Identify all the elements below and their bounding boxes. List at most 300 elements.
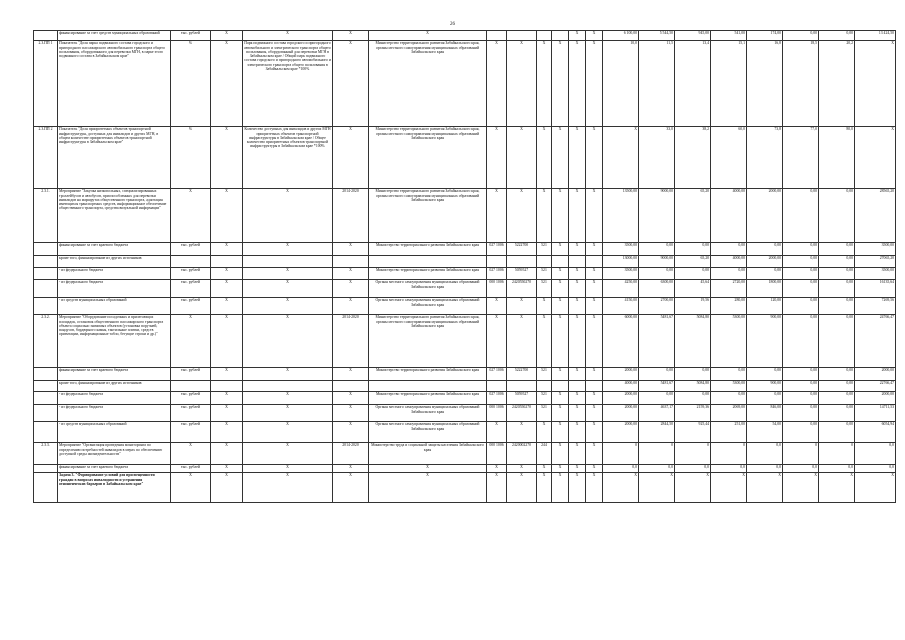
table-cell: 521: [537, 405, 552, 422]
table-cell: [569, 256, 586, 268]
table-cell: 0,00: [783, 189, 819, 243]
table-cell: [333, 381, 369, 392]
table-cell: 2720,00: [711, 280, 747, 298]
table-cell: Х: [569, 443, 586, 465]
table-cell: 541,00: [711, 31, 747, 41]
table-cell: Х: [552, 298, 569, 315]
table-cell: [34, 280, 58, 298]
table-cell: Х: [243, 443, 333, 465]
table-cell: 0,00: [783, 368, 819, 381]
table-cell: Х: [552, 443, 569, 465]
table-cell: [34, 298, 58, 315]
table-cell: Х: [552, 41, 569, 127]
table-row: [34, 315, 896, 368]
table-cell: 2000,00: [603, 405, 639, 422]
table-cell: 73,8: [747, 127, 783, 189]
table-cell: Министерство территориального развития Забайкальского края: [369, 268, 487, 280]
table-cell: 3500,00: [855, 268, 896, 280]
table-cell: Х: [211, 443, 243, 465]
table-cell: 3500,00: [603, 243, 639, 256]
table-cell: 5059527: [507, 392, 537, 405]
table-cell: Х: [569, 243, 586, 256]
table-cell: [333, 256, 369, 268]
table-cell: финансирование за счет краевого бюджета: [58, 368, 171, 381]
table-cell: Х: [569, 392, 586, 405]
table-cell: 0,00: [747, 368, 783, 381]
table-cell: [586, 256, 603, 268]
table-cell: Х: [211, 473, 243, 503]
table-cell: Х: [552, 465, 569, 473]
table-cell: - из средств муниципальных образований: [58, 298, 171, 315]
table-cell: Х: [171, 315, 211, 368]
table-cell: 2014-2020: [333, 443, 369, 465]
table-cell: 521: [537, 368, 552, 381]
table-cell: Показатель "Доля парка подвижного состава городского и пригородного пассажирского автомобильного транспорта общего пользования, оборудованного для перевозки МГН, в парке этого подвижного состава в Забайкальском крае": [58, 41, 171, 127]
table-cell: 0,00: [819, 315, 855, 368]
table-cell: Х: [333, 298, 369, 315]
table-cell: Х: [333, 473, 369, 503]
table-cell: 244: [537, 443, 552, 465]
table-cell: 0,00: [819, 256, 855, 268]
table-cell: [34, 381, 58, 392]
table-cell: 10,0: [603, 41, 639, 127]
table-cell: 0: [711, 443, 747, 465]
table-cell: 0,0: [747, 465, 783, 473]
table-cell: Х: [569, 473, 586, 503]
table-cell: 000 1006: [487, 443, 507, 465]
table-row: [34, 41, 896, 127]
table-cell: 15,1: [711, 41, 747, 127]
table-cell: 0,00: [819, 381, 855, 392]
table-cell: Х: [333, 392, 369, 405]
table-cell: Х: [569, 368, 586, 381]
table-cell: Х: [537, 189, 552, 243]
table-cell: Х: [243, 189, 333, 243]
table-cell: Х: [639, 473, 675, 503]
table-cell: Органы местного самоуправления муниципальных образований Забайкальского края: [369, 298, 487, 315]
table-cell: 0,00: [675, 268, 711, 280]
table-cell: Х: [243, 473, 333, 503]
table-cell: Х: [783, 473, 819, 503]
table-cell: [369, 256, 487, 268]
table-cell: 0,00: [783, 381, 819, 392]
table-cell: [369, 381, 487, 392]
table-cell: 2000,00: [855, 368, 896, 381]
table-cell: Х: [586, 127, 603, 189]
table-cell: - из федерального бюджета: [58, 405, 171, 422]
table-cell: Парк подвижного состава городского и пригородного автомобильного и электрического транспорта общего пользования, оборудованный для перевозки МГН в Забайкальском крае / Общий парк подвижного состава городского и пригородного автомобильного и электрического транспорта общего пользования в Забайкальском крае *100%: [243, 41, 333, 127]
table-cell: Х: [569, 315, 586, 368]
table-cell: тыс. рублей: [171, 392, 211, 405]
table-cell: тыс. рублей: [171, 405, 211, 422]
table-cell: %: [171, 41, 211, 127]
table-cell: 0,00: [819, 268, 855, 280]
table-cell: 9000,00: [639, 189, 675, 243]
table-cell: [34, 405, 58, 422]
table-cell: 0,00: [819, 280, 855, 298]
table-cell: 174,00: [747, 31, 783, 41]
table-cell: 2000,00: [747, 189, 783, 243]
table-cell: 5059527: [507, 268, 537, 280]
table-cell: 2700,00: [639, 298, 675, 315]
table-cell: Х: [586, 280, 603, 298]
table-cell: [34, 465, 58, 473]
table-cell: 0,00: [747, 243, 783, 256]
table-cell: Х: [507, 298, 537, 315]
table-cell: Х: [333, 243, 369, 256]
table-cell: Х: [537, 473, 552, 503]
table-cell: 521: [537, 268, 552, 280]
table-cell: 0: [783, 443, 819, 465]
table-cell: 0,00: [783, 315, 819, 368]
table-row: [34, 298, 896, 315]
table-row: [34, 443, 896, 465]
program-table: [33, 30, 896, 503]
table-cell: 0,00: [783, 422, 819, 443]
table-cell: 0,00: [819, 405, 855, 422]
table-cell: 0,00: [711, 268, 747, 280]
table-cell: Х: [211, 405, 243, 422]
table-cell: 65,20: [675, 256, 711, 268]
table-cell: Х: [552, 280, 569, 298]
table-cell: 251,00: [711, 422, 747, 443]
table-row: [34, 473, 896, 503]
table-cell: 2.3.1.: [34, 189, 58, 243]
table-cell: 0,00: [711, 243, 747, 256]
table-cell: Х: [487, 315, 507, 368]
table-cell: 0,00: [819, 189, 855, 243]
table-cell: 4250,00: [603, 280, 639, 298]
table-cell: 0,00: [783, 256, 819, 268]
table-cell: Х: [211, 315, 243, 368]
table-cell: Органы местного самоуправления муниципальных образований Забайкальского края: [369, 422, 487, 443]
table-cell: Х: [552, 392, 569, 405]
table-cell: 2.3.2.: [34, 315, 58, 368]
table-cell: 28565,20: [855, 189, 896, 243]
table-cell: - из средств муниципальных образований: [58, 422, 171, 443]
table-cell: Х: [211, 41, 243, 127]
table-cell: 5084,80: [675, 381, 711, 392]
table-cell: Х: [243, 422, 333, 443]
table-cell: Х: [243, 31, 333, 41]
table-cell: 2000,00: [603, 392, 639, 405]
table-cell: Х: [586, 473, 603, 503]
table-cell: Х: [586, 243, 603, 256]
table-cell: 0,00: [747, 392, 783, 405]
table-row: [34, 422, 896, 443]
table-cell: Х: [243, 368, 333, 381]
table-cell: Х: [569, 189, 586, 243]
table-row: [34, 256, 896, 268]
table-cell: [552, 256, 569, 268]
table-cell: 77,0: [783, 127, 819, 189]
table-cell: Х: [333, 422, 369, 443]
table-row: [34, 31, 896, 41]
table-cell: Х: [552, 473, 569, 503]
table-cell: 45,64: [675, 280, 711, 298]
table-cell: 027 1006: [487, 368, 507, 381]
table-cell: 945,00: [675, 31, 711, 41]
table-cell: 0,00: [639, 268, 675, 280]
table-cell: Задача 3. "Формирование условий для просвещенности граждан в вопросах инвалидности и устранения отношенческих барьеров в Забайкальском крае": [58, 473, 171, 503]
table-cell: Х: [487, 189, 507, 243]
table-cell: 2420550270: [507, 405, 537, 422]
table-cell: 0,0: [855, 443, 896, 465]
table-cell: Х: [211, 465, 243, 473]
table-cell: Х: [333, 268, 369, 280]
table-cell: Х: [243, 280, 333, 298]
table-cell: 3500,00: [855, 243, 896, 256]
table-cell: 2000,00: [603, 422, 639, 443]
table-cell: Х: [507, 41, 537, 127]
table-cell: Х: [569, 31, 586, 41]
table-cell: Х: [487, 465, 507, 473]
table-cell: 0,00: [639, 392, 675, 405]
table-cell: 2014-2020: [333, 189, 369, 243]
table-cell: [243, 256, 333, 268]
table-cell: 6300,00: [639, 280, 675, 298]
table-cell: 846,00: [747, 405, 783, 422]
table-cell: 0,00: [819, 422, 855, 443]
table-row: [34, 189, 896, 243]
table-cell: Органы местного самоуправления муниципальных образований Забайкальского края: [369, 280, 487, 298]
table-cell: [552, 31, 569, 41]
table-cell: [34, 368, 58, 381]
table-cell: [211, 381, 243, 392]
table-cell: Х: [507, 189, 537, 243]
table-cell: Х: [243, 315, 333, 368]
table-cell: тыс. рублей: [171, 268, 211, 280]
table-cell: Х: [537, 298, 552, 315]
table-cell: [487, 31, 507, 41]
table-cell: Х: [487, 127, 507, 189]
table-cell: [34, 243, 58, 256]
table-cell: 7269,56: [855, 298, 896, 315]
table-cell: 5300,00: [711, 381, 747, 392]
table-cell: Х: [211, 280, 243, 298]
table-cell: [586, 381, 603, 392]
table-cell: 0,0: [855, 465, 896, 473]
table-cell: [507, 31, 537, 41]
table-cell: 000 1006: [487, 405, 507, 422]
table-cell: кроме того, финансирование из других источников:: [58, 381, 171, 392]
table-cell: 0: [603, 443, 639, 465]
table-cell: [487, 381, 507, 392]
table-cell: 2159,36: [675, 405, 711, 422]
table-cell: 2.3.3.: [34, 443, 58, 465]
table-cell: Х: [552, 268, 569, 280]
table-cell: [171, 381, 211, 392]
table-cell: Х: [586, 31, 603, 41]
table-cell: 4000,00: [711, 189, 747, 243]
table-cell: 4150,00: [603, 298, 639, 315]
table-cell: 0,0: [747, 443, 783, 465]
table-cell: [211, 256, 243, 268]
table-cell: 900,00: [747, 381, 783, 392]
table-row: [34, 465, 896, 473]
table-cell: Х: [171, 473, 211, 503]
table-cell: 5222700: [507, 243, 537, 256]
table-cell: 4000,00: [711, 256, 747, 268]
table-cell: Х: [211, 268, 243, 280]
table-cell: Х: [569, 405, 586, 422]
table-cell: 925,44: [675, 422, 711, 443]
table-cell: 2.3.ПП 2: [34, 127, 58, 189]
table-cell: 0,00: [711, 392, 747, 405]
table-cell: 16135,64: [855, 280, 896, 298]
table-cell: 13500,00: [603, 189, 639, 243]
table-cell: Мероприятие "Организация проведения мониторинга по определению потребностей инвалидов в мерах по обеспечению доступной среды жизнедеятельности": [58, 443, 171, 465]
table-cell: [569, 381, 586, 392]
table-cell: 54,00: [747, 422, 783, 443]
table-cell: Х: [369, 465, 487, 473]
table-cell: Х: [507, 127, 537, 189]
table-cell: Х: [569, 298, 586, 315]
table-cell: 3500,00: [603, 268, 639, 280]
table-cell: 19,56: [675, 298, 711, 315]
table-cell: 0,00: [819, 298, 855, 315]
table-cell: Х: [747, 473, 783, 503]
table-cell: 0,00: [639, 368, 675, 381]
table-cell: Х: [586, 41, 603, 127]
table-cell: 2420550270: [507, 280, 537, 298]
table-cell: Министерство территориального развития Забайкальского края, органы местного самоуправления муниципальных образований Забайкальского края: [369, 315, 487, 368]
table-cell: Органы местного самоуправления муниципальных образований Забайкальского края: [369, 405, 487, 422]
table-cell: 0,00: [783, 280, 819, 298]
table-cell: 0,00: [675, 368, 711, 381]
table-cell: [34, 392, 58, 405]
table-cell: Х: [333, 405, 369, 422]
table-cell: [171, 256, 211, 268]
table-cell: 2420002270: [507, 443, 537, 465]
table-cell: 13,4: [675, 41, 711, 127]
table-cell: Х: [333, 465, 369, 473]
table-row: [34, 127, 896, 189]
table-cell: 9000,00: [639, 256, 675, 268]
table-cell: [507, 256, 537, 268]
table-cell: Х: [171, 189, 211, 243]
table-cell: Х: [507, 465, 537, 473]
table-cell: тыс. рублей: [171, 280, 211, 298]
page-number: 26: [450, 22, 455, 27]
table-cell: Х: [586, 268, 603, 280]
table-cell: 521: [537, 243, 552, 256]
table-cell: Х: [569, 280, 586, 298]
table-cell: Х: [507, 315, 537, 368]
table-cell: Х: [586, 315, 603, 368]
table-cell: 60,0: [711, 127, 747, 189]
table-cell: 13 424,50: [855, 31, 896, 41]
table-cell: 11,5: [639, 41, 675, 127]
table-cell: тыс. рублей: [171, 298, 211, 315]
table-cell: - из федерального бюджета: [58, 280, 171, 298]
table-cell: Х: [552, 189, 569, 243]
table-cell: 0,00: [783, 243, 819, 256]
table-cell: Х: [211, 243, 243, 256]
table-cell: 0,0: [603, 465, 639, 473]
table-cell: Х: [569, 465, 586, 473]
table-cell: 0,00: [675, 243, 711, 256]
table-row: [34, 243, 896, 256]
table-cell: Министерство труда и социальной защиты населения Забайкальского края: [369, 443, 487, 465]
table-cell: Х: [507, 422, 537, 443]
table-cell: 65,20: [675, 189, 711, 243]
table-row: [34, 405, 896, 422]
table-cell: Х: [211, 127, 243, 189]
table-cell: тыс. рублей: [171, 243, 211, 256]
table-cell: Х: [369, 31, 487, 41]
table-cell: финансирование за счет средств муниципальных образований: [58, 31, 171, 41]
table-cell: [487, 256, 507, 268]
table-cell: 0,00: [819, 392, 855, 405]
table-cell: Министерство территориального развития Забайкальского края, органы местного самоуправления муниципальных образований Забайкальского края: [369, 189, 487, 243]
table-cell: 000 1006: [487, 280, 507, 298]
table-cell: 0,0: [711, 465, 747, 473]
table-cell: Х: [211, 422, 243, 443]
table-row: [34, 381, 896, 392]
table-cell: Х: [243, 268, 333, 280]
table-cell: [34, 31, 58, 41]
table-cell: тыс. рублей: [171, 422, 211, 443]
table-cell: Мероприятие "Оборудование посадочных и прилегающих площадок, остановок общественного пассажирского транспорта объекта социально значимых объектов (установка поручней, пандусов, бордюрного камня, тактильные плитки, средств ориентации, информационные табло, бегущие строки и др.)": [58, 315, 171, 368]
table-cell: 22766,47: [855, 381, 896, 392]
table-cell: Х: [675, 473, 711, 503]
table-cell: Х: [487, 298, 507, 315]
table-cell: Х: [243, 392, 333, 405]
table-cell: Х: [586, 392, 603, 405]
table-cell: 6054,94: [855, 422, 896, 443]
table-cell: [537, 381, 552, 392]
table-cell: 0,00: [819, 31, 855, 41]
table-cell: 0,0: [819, 465, 855, 473]
table-cell: Х: [537, 465, 552, 473]
table-cell: 2014-2020: [333, 315, 369, 368]
table-cell: Х: [603, 127, 639, 189]
table-cell: 0,00: [639, 243, 675, 256]
table-cell: [34, 422, 58, 443]
table-cell: 5481,67: [639, 381, 675, 392]
table-cell: 0,00: [783, 298, 819, 315]
table-cell: финансирование за счет краевого бюджета: [58, 243, 171, 256]
table-cell: 0,00: [747, 268, 783, 280]
table-cell: 0,00: [783, 392, 819, 405]
table-cell: Х: [211, 368, 243, 381]
table-cell: Х: [552, 127, 569, 189]
table-cell: [507, 381, 537, 392]
table-cell: Х: [855, 41, 896, 127]
table-row: [34, 280, 896, 298]
table-cell: 0,00: [675, 392, 711, 405]
table-cell: Х: [333, 280, 369, 298]
table-cell: Министерство территориального развития Забайкальского края, органы местного самоуправления муниципальных образований Забайкальского края: [369, 41, 487, 127]
table-cell: 0: [675, 443, 711, 465]
table-cell: Х: [537, 315, 552, 368]
table-cell: 521: [537, 280, 552, 298]
table-cell: 24766,47: [855, 315, 896, 368]
table-cell: 521: [537, 392, 552, 405]
table-cell: 5222700: [507, 368, 537, 381]
table-cell: Х: [537, 127, 552, 189]
table-cell: финансирование за счет краевого бюджета: [58, 465, 171, 473]
table-cell: Х: [333, 41, 369, 127]
table-cell: 0,00: [783, 405, 819, 422]
table-cell: Х: [333, 127, 369, 189]
table-cell: Х: [211, 189, 243, 243]
table-cell: 120,00: [747, 298, 783, 315]
table-cell: Количество доступных для инвалидов и других МГН приоритетных объектов транспортной инфраструктуры в Забайкальском крае / Общее количество приоритетных объектов транспортной инфраструктуры в Забайкальском крае *100%: [243, 127, 333, 189]
table-cell: тыс. рублей: [171, 31, 211, 41]
table-cell: [34, 256, 58, 268]
